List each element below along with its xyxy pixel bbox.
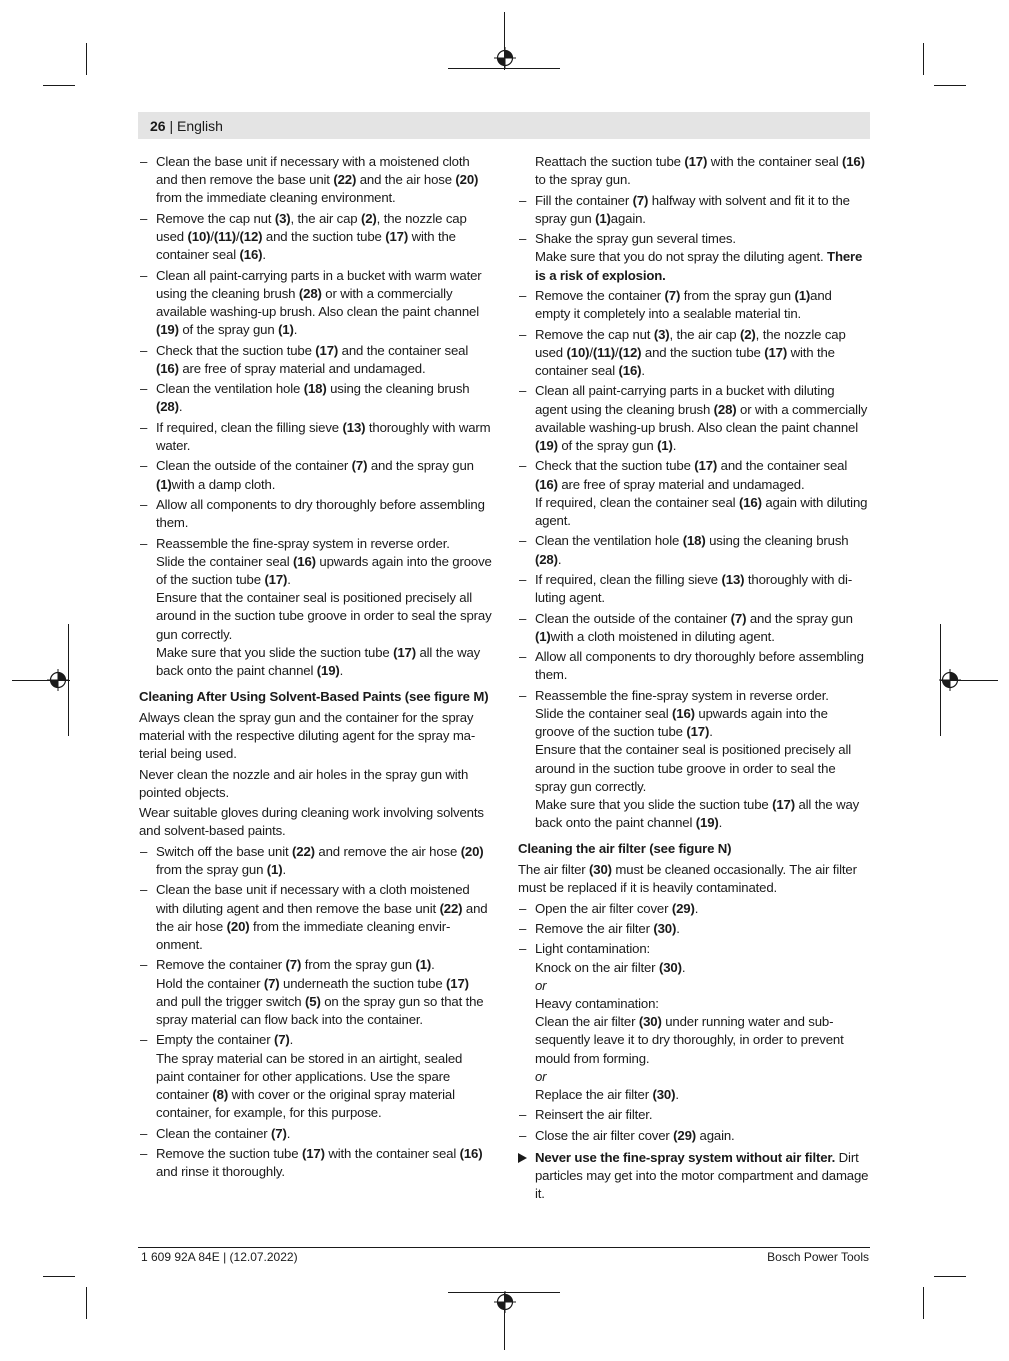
list-item: – Remove the air filter (30). xyxy=(518,920,870,938)
list-item: – Switch off the base unit (22) and remove the air hose (20) from the spray gun (1). xyxy=(139,843,492,879)
crop-mark xyxy=(86,1287,87,1319)
list-item: – If required, clean the filling sieve (13) thoroughly with diluting agent. xyxy=(518,571,870,607)
list-item: – Clean the ventilation hole (18) using the cleaning brush (28). xyxy=(518,532,870,568)
registration-target-icon xyxy=(494,1291,516,1313)
registration-target-icon xyxy=(494,47,516,69)
list-item: – Remove the suction tube (17) with the container seal (16) and rinse it thoroughly. xyxy=(139,1145,492,1181)
list-item: – Check that the suction tube (17) and the container seal (16) are free of spray material and undamaged. If required, clean the container seal (16) again with diluting agent. xyxy=(518,457,870,530)
list-item: – Shake the spray gun several times. Make sure that you do not spray the diluting agent. There is a risk of explosion. xyxy=(518,230,870,285)
page-number-label xyxy=(150,118,223,134)
list-item-continuation: Reattach the suction tube (17) with the container seal (16) to the spray gun. xyxy=(535,154,865,188)
list-item: – If required, clean the filling sieve (13) thoroughly with warm water. xyxy=(139,419,492,455)
section-heading: Cleaning the air filter (see figure N) xyxy=(518,841,732,857)
crop-mark xyxy=(43,85,75,86)
list-item: – Clean the container (7). xyxy=(139,1125,492,1143)
list-item: – Clean the base unit if necessary with a moistened cloth and then remove the base unit (22) and the air hose (20) from the immediate cleaning environment. xyxy=(139,153,492,208)
list-item: – Remove the cap nut (3), the air cap (2), the nozzle cap used (10)/(11)/(12) and the suction tube (17) with the container seal (16). xyxy=(139,210,492,265)
list-item: – Empty the container (7). The spray material can be stored in an airtight, sealed paint container for other applications. Use the spare container (8) with cover or the original spray material container, for example, for this purpose. xyxy=(139,1031,492,1122)
paragraph: Never clean the nozzle and air holes in the spray gun with pointed objects. xyxy=(139,766,469,800)
list-item: – Close the air filter cover (29) again. xyxy=(518,1127,870,1145)
registration-target-icon xyxy=(47,669,69,691)
registration-target-icon xyxy=(939,669,961,691)
header-language: English xyxy=(177,118,223,134)
list-item: – Light contamination: Knock on the air filter (30). or Heavy contamination: Clean the air filter (30) under running water and subsequently leave it to dry thoroughly, in order to prevent mould from forming. or Replace the air filter (30). xyxy=(518,940,870,1104)
section-heading: Cleaning After Using Solvent-Based Paints (see figure M) xyxy=(139,689,489,705)
crop-mark xyxy=(934,1276,966,1277)
list-item: – Reinsert the air filter. xyxy=(518,1106,870,1124)
header-separator: | xyxy=(165,118,177,134)
left-column xyxy=(139,153,492,1184)
paragraph: Always clean the spray gun and the container for the spray material with the respective diluting agent for the spray material being used. xyxy=(139,709,476,762)
right-column xyxy=(518,153,870,1204)
warning-text: Never use the fine-spray system without air filter. Dirt particles may get into the motor compartment and damage it. xyxy=(535,1150,869,1202)
list-item: – Clean the ventilation hole (18) using the cleaning brush (28). xyxy=(139,380,492,416)
list-item: – Clean the outside of the container (7) and the spray gun (1)with a damp cloth. xyxy=(139,457,492,493)
paragraph: The air filter (30) must be cleaned occasionally. The air filter must be replaced if it is heavily contaminated. xyxy=(518,862,857,896)
list-item: – Remove the container (7) from the spray gun (1). Hold the container (7) underneath the suction tube (17) and pull the trigger switch (5) on the spray gun so that the spray material can flow back into the container. xyxy=(139,956,492,1029)
list-item: – Reassemble the fine-spray system in reverse order. Slide the container seal (16) upwards again into the groove of the suction tube (17). Ensure that the container seal is positioned precisely all around in the suction tube groove in order to seal the spray gun correctly. Make sure that you slide the suction tube (17) all the way back onto the paint channel (19). xyxy=(139,535,492,681)
crop-mark xyxy=(86,43,87,75)
footer-doc-ref: 1 609 92A 84E | (12.07.2022) xyxy=(141,1250,298,1264)
list-item: – Allow all components to dry thoroughly before assembling them. xyxy=(518,648,870,684)
list-item: – Open the air filter cover (29). xyxy=(518,900,870,918)
list-item: – Allow all components to dry thoroughly before assembling them. xyxy=(139,496,492,532)
crop-mark xyxy=(43,1276,75,1277)
footer-rule xyxy=(138,1247,870,1248)
list-item: – Clean the base unit if necessary with a cloth moistened with diluting agent and then remove the base unit (22) and the air hose (20) from the immediate cleaning environment. xyxy=(139,881,492,954)
crop-mark xyxy=(934,85,966,86)
list-item: – Clean all paint-carrying parts in a bucket with warm water using the cleaning brush (28) or with a commercially available washing-up brush. Also clean the paint channel (19) of the spray gun (1). xyxy=(139,267,492,340)
list-item: – Clean the outside of the container (7) and the spray gun (1)with a cloth moistened in diluting agent. xyxy=(518,610,870,646)
footer-brand: Bosch Power Tools xyxy=(767,1250,869,1264)
warning-triangle-icon xyxy=(518,1153,527,1163)
list-item: – Clean all paint-carrying parts in a bucket with diluting agent using the cleaning brush (28) or with a commercially available washing-up brush. Also clean the paint channel (19) of the spray gun (1). xyxy=(518,382,870,455)
page-number: 26 xyxy=(150,118,166,134)
list-item: – Remove the container (7) from the spray gun (1)and empty it completely into a sealable material tin. xyxy=(518,287,870,323)
page-header xyxy=(138,112,870,139)
crop-mark xyxy=(923,1287,924,1319)
list-item: – Remove the cap nut (3), the air cap (2), the nozzle cap used (10)/(11)/(12) and the suction tube (17) with the container seal (16). xyxy=(518,326,870,381)
list-item: – Fill the container (7) halfway with solvent and fit it to the spray gun (1)again. xyxy=(518,192,870,228)
warning-note xyxy=(518,1149,870,1204)
list-item: – Check that the suction tube (17) and the container seal (16) are free of spray material and undamaged. xyxy=(139,342,492,378)
crop-mark xyxy=(923,43,924,75)
list-item: – Reassemble the fine-spray system in reverse order. Slide the container seal (16) upwards again into the groove of the suction tube (17). Ensure that the container seal is positioned precisely all around in the suction tube groove in order to seal the spray gun correctly. Make sure that you slide the suction tube (17) all the way back onto the paint channel (19). xyxy=(518,687,870,833)
paragraph: Wear suitable gloves during cleaning work involving solvents and solvent-based paints. xyxy=(139,805,484,839)
